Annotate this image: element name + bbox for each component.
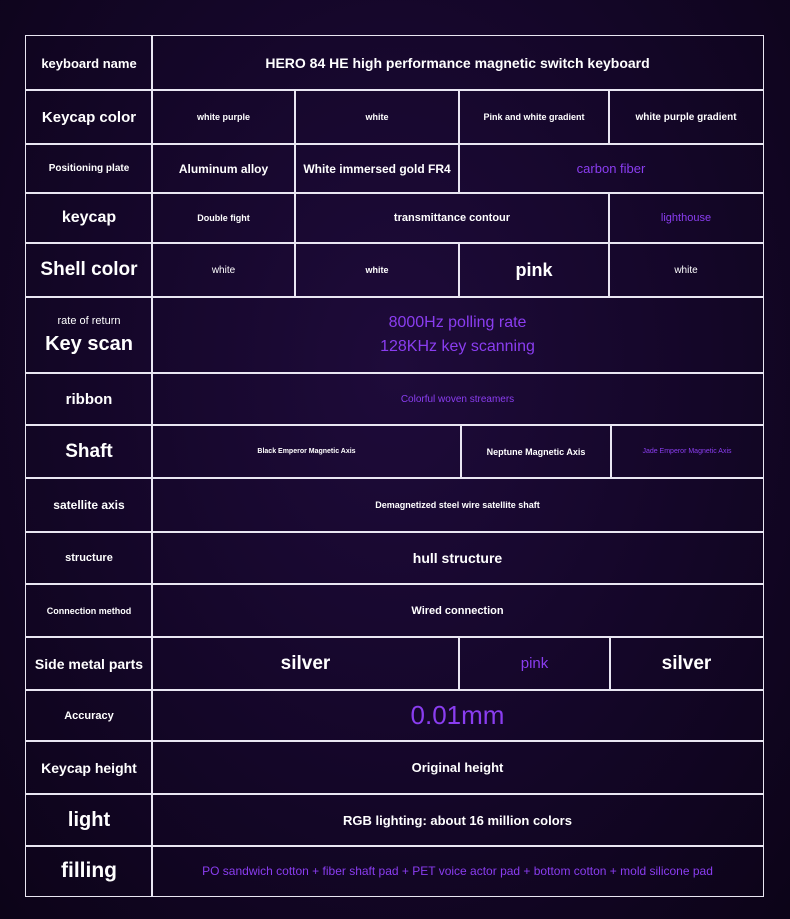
label-light: light [25,793,153,847]
label-keycap-color: Keycap color [25,89,153,145]
row-shell-color [25,242,764,298]
keycap-color-option: Pink and white gradient [458,89,610,145]
row-accuracy [25,689,764,742]
value-satellite-axis: Demagnetized steel wire satellite shaft [151,477,764,533]
row-structure [25,531,764,585]
value-filling: PO sandwich cotton + fiber shaft pad + PET voice actor pad + bottom cotton + mold silicone pad [151,845,764,897]
plate-option: Aluminum alloy [151,143,296,194]
row-connection-method [25,583,764,638]
shaft-option: Neptune Magnetic Axis [460,424,612,479]
spec-table [25,35,764,897]
polling-rate: 8000Hz polling rate [388,314,527,331]
key-scanning-rate: 128KHz key scanning [380,338,535,355]
keycap-color-option: white purple [151,89,296,145]
keycap-color-option: white purple gradient [608,89,764,145]
shaft-option: Black Emperor Magnetic Axis [151,424,462,479]
label-connection-method: Connection method [25,583,153,638]
keycap-option: lighthouse [608,192,764,244]
keycap-color-option: white [294,89,460,145]
label-rate-of-return: rate of return [57,314,121,327]
label-positioning-plate: Positioning plate [25,143,153,194]
row-satellite-axis [25,477,764,533]
keycap-option: transmittance contour [294,192,610,244]
value-light: RGB lighting: about 16 million colors [151,793,764,847]
label-filling: filling [25,845,153,897]
shell-color-option: white [294,242,460,298]
value-structure: hull structure [151,531,764,585]
shell-color-option: white [608,242,764,298]
value-key-scan [151,296,764,374]
value-connection-method: Wired connection [151,583,764,638]
row-key-scan [25,296,764,374]
label-side-metal-parts: Side metal parts [25,636,153,691]
row-keycap-height [25,740,764,795]
row-keycap-color [25,89,764,145]
value-accuracy: 0.01mm [151,689,764,742]
value-keyboard-name: HERO 84 HE high performance magnetic switch keyboard [151,35,764,91]
side-metal-option: silver [151,636,460,691]
label-structure: structure [25,531,153,585]
row-keycap [25,192,764,244]
label-keycap-height: Keycap height [25,740,153,795]
row-light [25,793,764,847]
value-ribbon: Colorful woven streamers [151,372,764,426]
label-key-scan-text: Key scan [45,332,133,355]
shell-color-option: white [151,242,296,298]
row-filling [25,845,764,897]
plate-option: White immersed gold FR4 [294,143,460,194]
shell-color-option: pink [458,242,610,298]
value-keycap-height: Original height [151,740,764,795]
row-ribbon [25,372,764,426]
label-shell-color: Shell color [25,242,153,298]
row-keyboard-name [25,35,764,91]
row-side-metal-parts [25,636,764,691]
row-shaft [25,424,764,479]
side-metal-option: silver [609,636,764,691]
label-accuracy: Accuracy [25,689,153,742]
label-key-scan [25,296,153,374]
label-keyboard-name: keyboard name [25,35,153,91]
keycap-option: Double fight [151,192,296,244]
plate-option: carbon fiber [458,143,764,194]
shaft-option: Jade Emperor Magnetic Axis [610,424,764,479]
label-keycap: keycap [25,192,153,244]
label-satellite-axis: satellite axis [25,477,153,533]
label-ribbon: ribbon [25,372,153,426]
label-shaft: Shaft [25,424,153,479]
row-positioning-plate [25,143,764,194]
side-metal-option: pink [458,636,611,691]
